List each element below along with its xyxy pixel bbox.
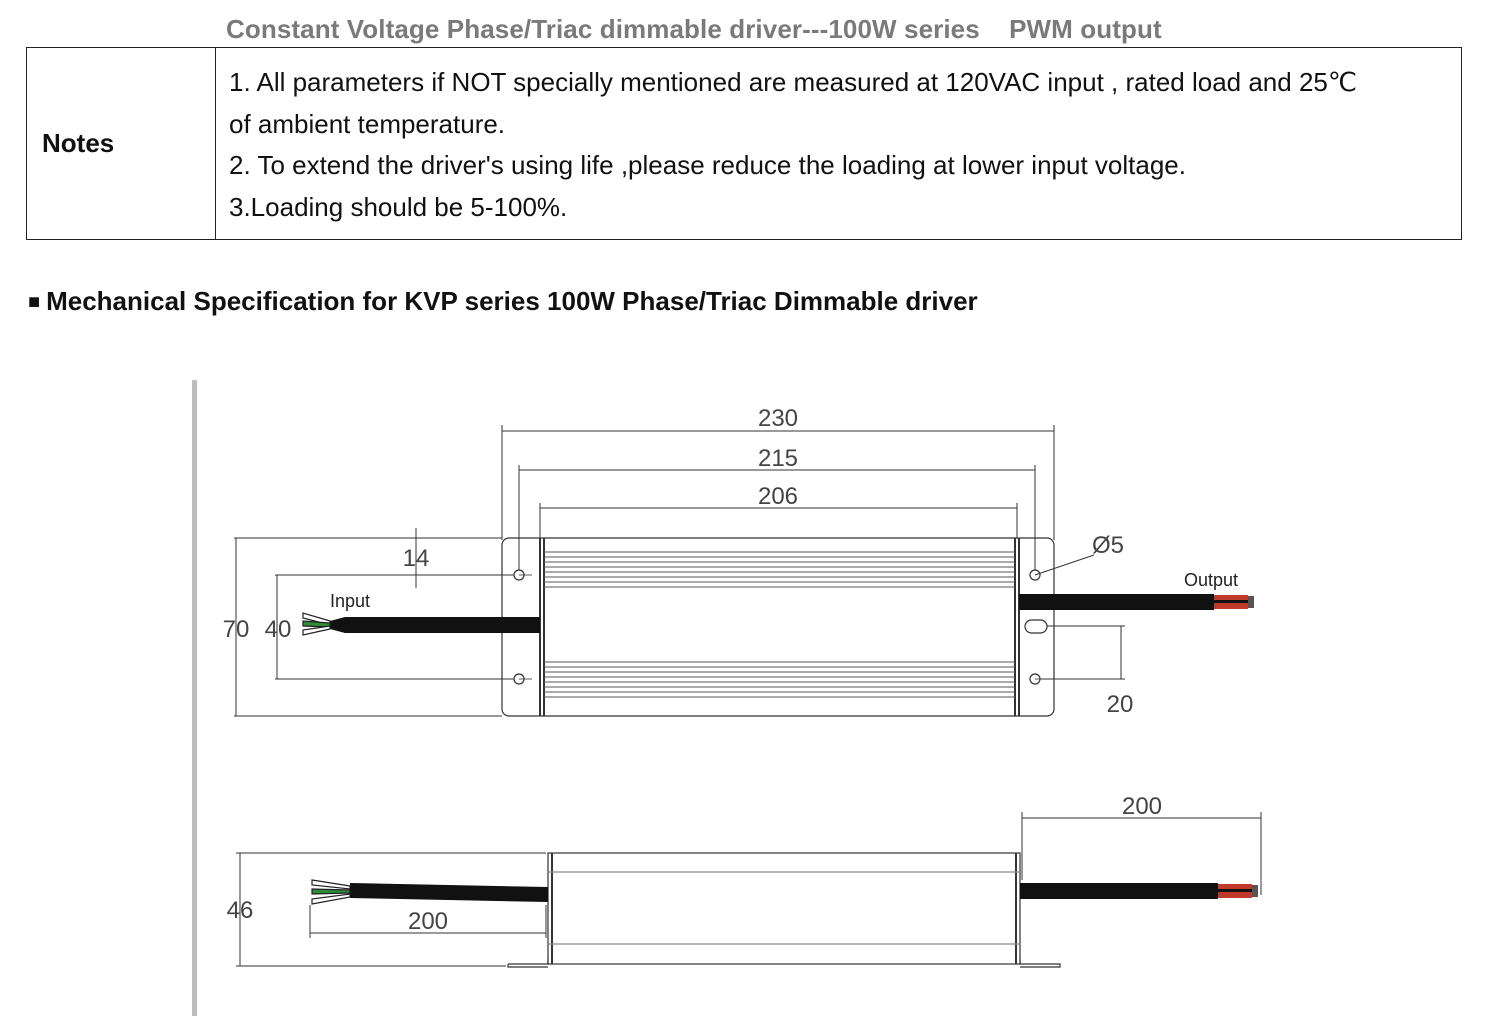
dim-hole-vertical-spacing: 40 [264,616,292,643]
dim-output-cable: 200 [1121,793,1163,820]
note-line-1-continued: of ambient temperature. [229,108,506,139]
mounting-slot-right [1025,620,1047,633]
note-line-2: 2. To extend the driver's using life ,please reduce the loading at lower input voltage. [229,150,1186,180]
label-output: Output [1183,570,1239,590]
dim-hole-spacing: 215 [757,445,799,472]
output-cable-top [1019,594,1254,610]
side-housing-outline [548,853,1020,964]
side-view [508,853,1060,967]
input-cable-side [312,880,548,904]
note-line-3: 3.Loading should be 5-100%. [229,191,568,222]
label-input: Input [329,591,371,611]
input-cable-top [303,613,540,635]
top-view [502,538,1054,716]
dim-input-cable: 200 [407,908,449,935]
drawing-margin-rule [192,380,197,1016]
upper-fins [544,552,1015,587]
dim-overall-length: 230 [757,405,799,432]
dim-height: 70 [222,616,250,643]
mechanical-spec-heading-text: Mechanical Specification for KVP series 100W Phase/Triac Dimmable driver [46,286,978,316]
bullet-square-icon: ■ [28,291,41,313]
notes-label: Notes [27,48,216,239]
dim-thickness: 46 [226,897,254,924]
side-foot-right [1020,958,1060,967]
document-title: Constant Voltage Phase/Triac dimmable driver---100W series PWM output [226,14,1162,44]
dim-hole-offset: 14 [402,545,430,572]
note-line-1: 1. All parameters if NOT specially mentioned are measured at 120VAC input , rated load and 25℃ [229,67,1358,97]
dim-hole-diameter: Ø5 [1091,532,1125,559]
dim-slot-offset: 20 [1106,691,1134,718]
dim-body-length: 206 [757,483,799,510]
side-foot-left [508,958,548,967]
output-cable-side [1020,883,1258,899]
top-housing-outline [502,538,1054,716]
lower-fins [544,662,1015,697]
